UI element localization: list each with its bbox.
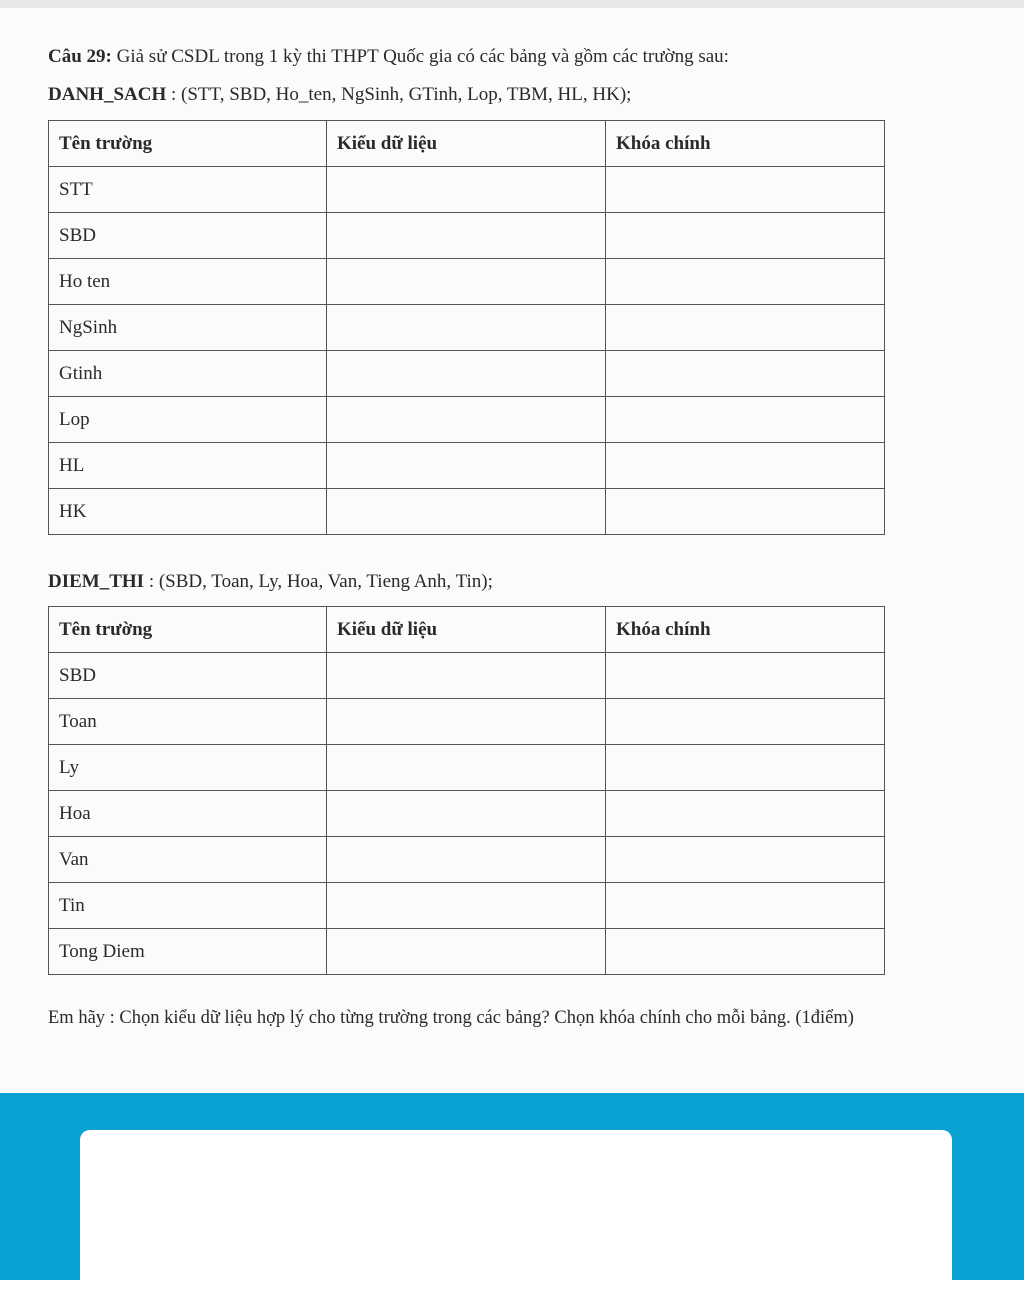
table-row	[49, 397, 885, 443]
table-danh-sach	[48, 120, 885, 535]
cell-primary-key[interactable]	[606, 167, 885, 213]
table2-name: DIEM_THI	[48, 571, 145, 592]
cell-data-type[interactable]	[327, 305, 606, 351]
cell-field-name: Ly	[49, 745, 327, 791]
cell-field-name: HK	[49, 489, 327, 535]
cell-data-type[interactable]	[327, 653, 606, 699]
question-label: Câu 29:	[48, 46, 112, 67]
cell-data-type[interactable]	[327, 837, 606, 883]
cell-field-name: Ho ten	[49, 259, 327, 305]
cell-data-type[interactable]	[327, 397, 606, 443]
header-kieu-du-lieu: Kiểu dữ liệu	[327, 607, 606, 653]
cell-data-type[interactable]	[327, 443, 606, 489]
header-ten-truong: Tên trường	[49, 607, 327, 653]
table-row	[49, 929, 885, 975]
cell-primary-key[interactable]	[606, 699, 885, 745]
cell-primary-key[interactable]	[606, 883, 885, 929]
header-kieu-du-lieu: Kiểu dữ liệu	[327, 121, 606, 167]
cell-field-name: SBD	[49, 653, 327, 699]
cell-data-type[interactable]	[327, 745, 606, 791]
cell-field-name: STT	[49, 167, 327, 213]
document-page	[0, 8, 1024, 1093]
cell-primary-key[interactable]	[606, 837, 885, 883]
cell-data-type[interactable]	[327, 883, 606, 929]
question-text: Giả sử CSDL trong 1 kỳ thi THPT Quốc gia có các bảng và gồm các trường sau:	[111, 46, 729, 67]
cell-data-type[interactable]	[327, 699, 606, 745]
table-row	[49, 699, 885, 745]
cell-data-type[interactable]	[327, 489, 606, 535]
cell-data-type[interactable]	[327, 213, 606, 259]
cell-field-name: Lop	[49, 397, 327, 443]
cell-field-name: Tin	[49, 883, 327, 929]
table-header-row	[49, 607, 885, 653]
cell-field-name: Hoa	[49, 791, 327, 837]
cell-field-name: HL	[49, 443, 327, 489]
table-header-row	[49, 121, 885, 167]
cell-field-name: Tong Diem	[49, 929, 327, 975]
table-diem-thi	[48, 606, 885, 975]
cell-primary-key[interactable]	[606, 791, 885, 837]
table2-fields: : (SBD, Toan, Ly, Hoa, Van, Tieng Anh, Tin);	[144, 571, 493, 592]
cell-field-name: NgSinh	[49, 305, 327, 351]
cell-primary-key[interactable]	[606, 259, 885, 305]
cell-data-type[interactable]	[327, 259, 606, 305]
cell-field-name: Toan	[49, 699, 327, 745]
table-row	[49, 791, 885, 837]
table1-fields: : (STT, SBD, Ho_ten, NgSinh, GTinh, Lop, TBM, HL, HK);	[166, 84, 632, 105]
table2-caption	[48, 571, 493, 593]
instruction-text: Em hãy : Chọn kiểu dữ liệu hợp lý cho từng trường trong các bảng? Chọn khóa chính cho mỗi bảng. (1điểm)	[48, 1008, 854, 1028]
cell-data-type[interactable]	[327, 167, 606, 213]
cell-data-type[interactable]	[327, 791, 606, 837]
cell-field-name: Van	[49, 837, 327, 883]
table-row	[49, 351, 885, 397]
table-row	[49, 883, 885, 929]
header-ten-truong: Tên trường	[49, 121, 327, 167]
table-row	[49, 305, 885, 351]
cell-primary-key[interactable]	[606, 489, 885, 535]
top-strip	[0, 0, 1024, 8]
cell-primary-key[interactable]	[606, 351, 885, 397]
table-row	[49, 213, 885, 259]
cell-primary-key[interactable]	[606, 305, 885, 351]
cell-primary-key[interactable]	[606, 745, 885, 791]
table-row	[49, 489, 885, 535]
cell-field-name: Gtinh	[49, 351, 327, 397]
table-row	[49, 167, 885, 213]
cell-primary-key[interactable]	[606, 443, 885, 489]
answer-box[interactable]	[80, 1130, 952, 1300]
table-row	[49, 653, 885, 699]
cell-primary-key[interactable]	[606, 213, 885, 259]
cell-primary-key[interactable]	[606, 397, 885, 443]
table-row	[49, 745, 885, 791]
cell-data-type[interactable]	[327, 351, 606, 397]
table-row	[49, 837, 885, 883]
table-row	[49, 259, 885, 305]
cell-data-type[interactable]	[327, 929, 606, 975]
header-khoa-chinh: Khóa chính	[606, 121, 885, 167]
cell-field-name: SBD	[49, 213, 327, 259]
header-khoa-chinh: Khóa chính	[606, 607, 885, 653]
cell-primary-key[interactable]	[606, 653, 885, 699]
table1-name: DANH_SACH	[48, 84, 167, 105]
cell-primary-key[interactable]	[606, 929, 885, 975]
table1-caption	[48, 84, 631, 106]
table-row	[49, 443, 885, 489]
question-line	[48, 46, 729, 68]
